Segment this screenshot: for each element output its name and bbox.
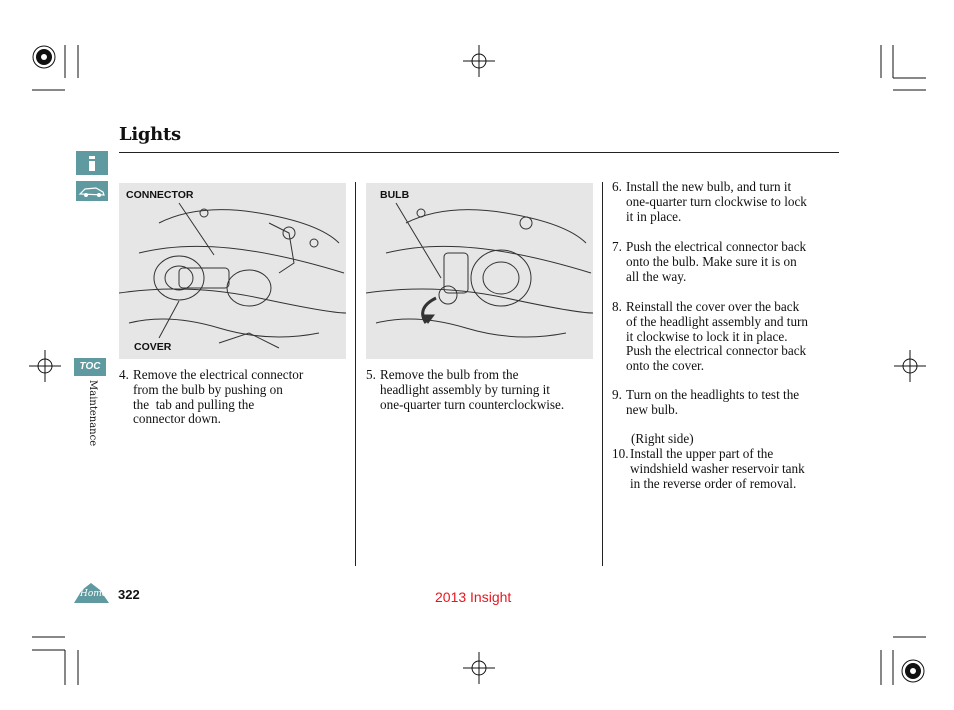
step-line: Push the electrical connector back [626,343,807,359]
headlight-bulb-illustration [366,183,593,359]
car-icon-button[interactable] [76,181,108,201]
step-line: headlight assembly by turning it [380,381,550,397]
step-line: Remove the bulb from the [380,367,519,382]
column-divider-2 [602,182,603,566]
column-divider-1 [355,182,356,566]
step-line: in the reverse order of removal. [630,475,797,491]
step-number: 4. [119,367,129,382]
figure-label-bulb: BULB [380,189,410,201]
title-divider [119,152,839,153]
step-line: Turn on the headlights to test the [626,387,800,402]
step-number: 10. [612,446,629,461]
step-number: 6. [612,179,622,194]
toc-label: TOC [79,361,101,372]
figure-connector-cover [119,183,346,359]
step-line: from the bulb by pushing on [133,381,283,397]
step-line: one-quarter turn clockwise to lock [626,193,807,209]
section-label-maintenance: Maintenance [87,380,98,447]
car-icon [76,181,108,201]
step-line: Install the new bulb, and turn it [626,179,792,194]
step-line: of the headlight assembly and turn [626,313,809,329]
step-number: 7. [612,239,622,254]
headlight-connector-illustration [119,183,346,359]
step-line: all the way. [626,268,687,284]
home-label: Home [80,589,108,599]
step-line: onto the cover. [626,358,705,374]
home-button[interactable] [74,582,109,604]
info-icon [76,151,108,175]
figure-label-connector: CONNECTOR [126,189,194,201]
step-line: one-quarter turn counterclockwise. [380,396,565,412]
step-line: it in place. [626,208,682,224]
page-title: Lights [119,124,181,145]
step-7 [612,240,852,284]
step-8 [612,300,852,374]
step-number: 8. [612,299,622,314]
step-line: Remove the electrical connector [133,367,304,382]
step-number: 9. [612,387,622,402]
footer-model: 2013 Insight [435,589,512,605]
step-line: Install the upper part of the [630,446,774,461]
figure-bulb [366,183,593,359]
step-number: 5. [366,367,376,382]
step-4 [119,368,349,427]
step-line: windshield washer reservoir tank [630,460,805,476]
figure-label-cover: COVER [134,341,172,353]
step-line: Reinstall the cover over the back [626,299,800,314]
step-line: Push the electrical connector back [626,239,807,254]
info-icon-button[interactable] [76,151,108,175]
right-side-note: (Right side) [631,431,694,446]
step-line: the tab and pulling the [133,396,255,412]
step-10 [612,447,852,491]
toc-button[interactable] [74,358,106,376]
step-line: new bulb. [626,401,679,417]
step-9 [612,388,852,418]
step-6 [612,180,852,224]
step-line: it clockwise to lock it in place. [626,328,788,344]
step-line: onto the bulb. Make sure it is on [626,253,797,269]
page-number: 322 [118,587,140,602]
step-5 [366,368,600,412]
step-line: connector down. [133,411,221,427]
